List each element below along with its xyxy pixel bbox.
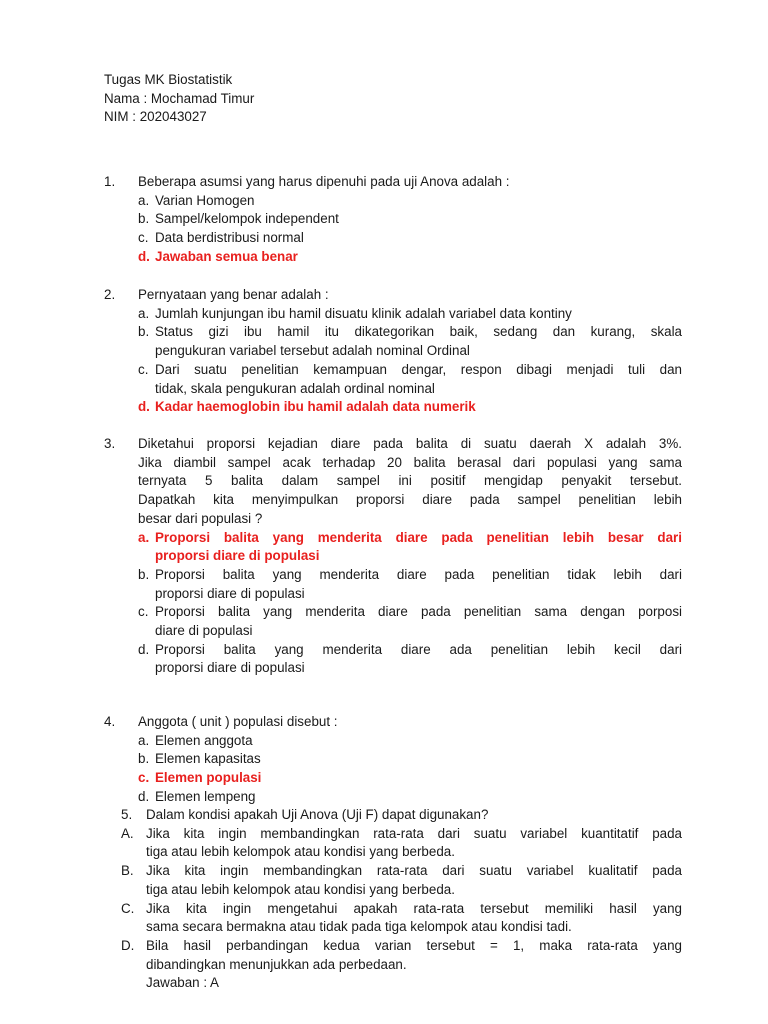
option-text-line <box>155 323 682 341</box>
question-text-line: Anggota ( unit ) populasi disebut : <box>138 714 338 729</box>
option-text-line: Data berdistribusi normal <box>155 230 304 246</box>
correct-answer-line: proporsi diare di populasi <box>155 548 320 564</box>
option-text-line: proporsi diare di populasi <box>155 585 305 601</box>
question-text-line <box>138 454 682 472</box>
correct-answer-line: Kadar haemoglobin ibu hamil adalah data numerik <box>155 399 476 415</box>
question-text-line-text: Dapatkah kita menyimpulkan proporsi diare pada sampel penelitian lebih <box>138 492 682 508</box>
option-letter: a. <box>138 732 150 748</box>
option-letter: A. <box>121 825 134 841</box>
question-text-line <box>138 491 682 509</box>
option-text-line: pengukuran variabel tersebut adalah nominal Ordinal <box>155 343 470 359</box>
option-text-line-text: Jika kita ingin membandingkan rata-rata dari suatu variabel kuantitatif pada <box>146 825 682 841</box>
option-text-line-text: Proporsi balita yang menderita diare ada penelitian lebih kecil dari <box>155 641 682 657</box>
option-text-line-text: Bila hasil perbandingan kedua varian tersebut = 1, maka rata-rata yang <box>146 937 682 953</box>
option-letter: a. <box>138 529 150 545</box>
option-text-line <box>146 937 682 955</box>
option-text-line <box>146 825 682 843</box>
question-text-line-text: ternyata 5 balita dalam sampel ini positif mengidap penyakit tersebut. <box>138 473 682 489</box>
question-number: 4. <box>104 714 116 729</box>
option-letter: d. <box>138 248 150 264</box>
question-number: 2. <box>104 287 116 302</box>
option-text-line <box>146 900 682 918</box>
option-text-line: proporsi diare di populasi <box>155 660 305 676</box>
answer-line: Jawaban : A <box>146 975 219 991</box>
question-text-line-text: Diketahui proporsi kejadian diare pada balita di suatu daerah X adalah 3%. <box>138 436 682 451</box>
option-text-line-text: Status gizi ibu hamil itu dikategorikan baik, sedang dan kurang, skala <box>155 324 682 340</box>
question-text-line: Beberapa asumsi yang harus dipenuhi pada uji Anova adalah : <box>138 174 510 189</box>
question-number: 3. <box>104 436 116 451</box>
option-text-line: Elemen kapasitas <box>155 751 261 767</box>
header-course: Tugas MK Biostatistik <box>104 72 233 87</box>
option-letter: d. <box>138 788 150 804</box>
option-letter: b. <box>138 324 150 340</box>
correct-answer-line-text: Proporsi balita yang menderita diare pada penelitian lebih besar dari <box>155 529 682 545</box>
option-letter: D. <box>121 937 135 953</box>
option-text-line-text: Proporsi balita yang menderita diare pada penelitian sama dengan porposi <box>155 604 682 620</box>
option-text-line: tiga atau lebih kelompok atau kondisi yang berbeda. <box>146 881 455 897</box>
question-text-line <box>138 472 682 490</box>
option-letter: c. <box>138 770 150 786</box>
option-letter: B. <box>121 863 134 879</box>
question-text-line: Dalam kondisi apakah Uji Anova (Uji F) dapat digunakan? <box>146 807 489 822</box>
question-number: 1. <box>104 174 116 189</box>
option-letter: a. <box>138 305 150 321</box>
option-letter: d. <box>138 641 150 657</box>
option-text-line <box>146 862 682 880</box>
option-text-line-text: Dari suatu penelitian kemampuan dengar, respon dibagi menjadi tuli dan <box>155 361 682 377</box>
correct-answer-line: Elemen populasi <box>155 770 262 786</box>
option-letter: d. <box>138 399 150 415</box>
option-text-line <box>155 641 682 659</box>
option-letter: c. <box>138 361 149 377</box>
header-name: Nama : Mochamad Timur <box>104 90 255 106</box>
option-letter: c. <box>138 604 149 620</box>
question-text-line: Pernyataan yang benar adalah : <box>138 287 329 302</box>
option-text-line: sama secara bermakna atau tidak pada tiga kelompok atau kondisi tadi. <box>146 919 572 935</box>
option-letter: b. <box>138 751 150 767</box>
option-text-line-text: Jika kita ingin mengetahui apakah rata-rata tersebut memiliki hasil yang <box>146 900 682 916</box>
question-text-line-text: Jika diambil sampel acak terhadap 20 balita berasal dari populasi yang sama <box>138 454 682 470</box>
option-text-line: Sampel/kelompok independent <box>155 211 339 227</box>
option-text-line-text: Proporsi balita yang menderita diare pada penelitian tidak lebih dari <box>155 566 682 582</box>
option-letter: a. <box>138 192 150 208</box>
option-text-line: Elemen lempeng <box>155 788 256 804</box>
correct-answer-line <box>155 529 682 547</box>
option-text-line: Elemen anggota <box>155 732 253 748</box>
question-text-line <box>138 435 682 453</box>
option-letter: C. <box>121 900 135 916</box>
option-text-line: diare di populasi <box>155 623 253 638</box>
question-number: 5. <box>121 807 133 822</box>
option-text-line: tiga atau lebih kelompok atau kondisi yang berbeda. <box>146 844 455 860</box>
correct-answer-line: Jawaban semua benar <box>155 248 298 264</box>
option-text-line-text: Jika kita ingin membandingkan rata-rata dari suatu variabel kualitatif pada <box>146 863 682 879</box>
option-text-line <box>155 361 682 379</box>
option-text-line <box>155 603 682 621</box>
option-text-line <box>155 566 682 584</box>
question-text-line: besar dari populasi ? <box>138 510 263 526</box>
header-nim: NIM : 202043027 <box>104 109 207 124</box>
option-text-line: dibandingkan menunjukkan ada perbedaan. <box>146 956 407 972</box>
option-letter: b. <box>138 211 150 227</box>
option-text-line: Varian Homogen <box>155 192 255 208</box>
option-letter: c. <box>138 230 149 246</box>
option-letter: b. <box>138 566 150 582</box>
option-text-line: Jumlah kunjungan ibu hamil disuatu klinik adalah variabel data kontiny <box>155 305 572 321</box>
option-text-line: tidak, skala pengukuran adalah ordinal nominal <box>155 380 435 396</box>
